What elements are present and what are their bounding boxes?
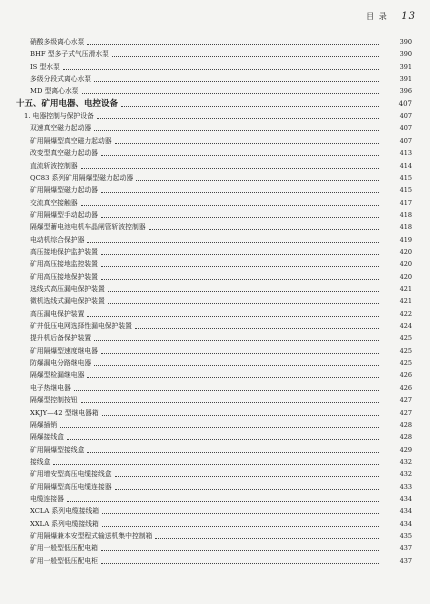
toc-entry-title: 矿用隔爆型高压电缆连接器 — [30, 482, 112, 491]
page-number: 13 — [401, 11, 416, 22]
toc-entry-page: 407 — [399, 124, 412, 133]
toc-entry-title: 双速真空磁力起动器 — [30, 124, 92, 133]
toc-entry-page: 425 — [399, 359, 412, 368]
dot-leader — [81, 205, 379, 206]
toc-entry — [0, 310, 430, 319]
toc-entry-page: 427 — [399, 396, 412, 405]
dot-leader — [74, 390, 379, 391]
toc-entry-title: 电子热继电器 — [30, 383, 71, 392]
dot-leader — [101, 192, 379, 193]
toc-entry-title: QC83 系列矿用隔爆型磁力起动器 — [30, 173, 134, 182]
header-label: 目 录 — [366, 12, 388, 21]
toc-entry — [0, 260, 430, 269]
toc-entry-title: 隔爆型蓄电池电机车晶闸管斩波控制器 — [30, 223, 146, 232]
toc-entry-title: 矿用一般型低压配电柜 — [30, 556, 98, 565]
toc-entry-page: 415 — [399, 186, 412, 195]
toc-entry-title: 矿用隔爆型磁力起动器 — [30, 186, 98, 195]
toc-entry-title: 隔爆型控制按钮 — [30, 396, 78, 405]
toc-entry-page: 420 — [399, 247, 412, 256]
dot-leader — [67, 439, 379, 440]
dot-leader — [101, 550, 379, 551]
toc-entry — [0, 297, 430, 306]
toc-entry — [0, 174, 430, 183]
dot-leader — [87, 452, 379, 453]
toc-entry — [0, 322, 430, 331]
toc-entry — [0, 75, 430, 84]
toc-entry-page: 414 — [399, 161, 412, 170]
toc-entry-page: 420 — [399, 260, 412, 269]
toc-entry — [0, 507, 430, 516]
toc-entry-title: 矿井低压电网选择性漏电保护装置 — [30, 322, 132, 331]
toc-entry-title: 矿用高压接地保护装置 — [30, 272, 98, 281]
dot-leader — [94, 130, 379, 131]
dot-leader — [53, 464, 379, 465]
dot-leader — [94, 365, 379, 366]
toc-entry — [0, 137, 430, 146]
toc-entry — [0, 199, 430, 208]
toc-entry — [0, 421, 430, 430]
toc-entry-title: 选线式高压漏电保护装置 — [30, 285, 105, 293]
dot-leader — [135, 328, 379, 329]
dot-leader — [101, 563, 379, 564]
toc-entry-page: 418 — [399, 210, 412, 219]
toc-entry-title: 矿用一般型低压配电箱 — [30, 544, 98, 553]
toc-entry — [0, 124, 430, 133]
toc-entry-title: IS 型水泵 — [30, 62, 60, 71]
toc-entry — [0, 223, 430, 232]
dot-leader — [102, 513, 379, 514]
dot-leader — [108, 303, 379, 304]
toc-entry — [0, 236, 430, 245]
toc-entry-title: 高压接地保护监护装置 — [30, 247, 98, 256]
toc-entry — [0, 396, 430, 405]
toc-entry — [0, 384, 430, 393]
dot-leader — [115, 489, 379, 490]
toc-entry-title: 隔爆接线盒 — [30, 433, 64, 442]
toc-entry-title: XCLA 系列电缆接线箱 — [30, 507, 100, 516]
toc-entry — [0, 334, 430, 343]
dot-leader — [87, 377, 379, 378]
toc-entry — [0, 532, 430, 541]
toc-entry — [0, 347, 430, 356]
toc-entry-title: 隔爆型检漏继电器 — [30, 371, 85, 380]
dot-leader — [81, 402, 379, 403]
toc-entry-title: 电缆连接器 — [30, 494, 64, 503]
dot-leader — [87, 242, 379, 243]
toc-entry — [0, 162, 430, 171]
toc-entry-title: 改变型真空磁力起动器 — [30, 149, 98, 158]
toc-entry-page: 421 — [399, 297, 412, 306]
toc-entry — [0, 470, 430, 479]
toc-entry — [0, 458, 430, 467]
toc-entry-page: 437 — [399, 544, 412, 553]
toc-entry-page: 419 — [399, 235, 412, 244]
dot-leader — [87, 316, 379, 317]
toc-entry-page: 420 — [399, 272, 412, 281]
toc-entry — [0, 100, 430, 109]
toc-entry-title: 矿用隔爆兼本安型程式输送机集中控制箱 — [30, 532, 153, 540]
dot-leader — [81, 168, 379, 169]
toc-entry-title: XKJY—42 型继电器箱 — [30, 408, 99, 417]
dot-leader — [115, 143, 379, 144]
toc-entry-page: 428 — [399, 420, 412, 429]
toc-entry-page: 390 — [399, 38, 412, 46]
dot-leader — [115, 476, 379, 477]
toc-entry — [0, 149, 430, 158]
toc-entry-page: 429 — [399, 445, 412, 454]
dot-leader — [102, 415, 379, 416]
toc-entry — [0, 446, 430, 455]
toc-entry-title: 微机选线式漏电保护装置 — [30, 297, 105, 306]
toc-entry-title: MD 型离心水泵 — [30, 87, 79, 96]
toc-entry-page: 433 — [399, 482, 412, 491]
dot-leader — [149, 229, 379, 230]
toc-entry — [0, 63, 430, 72]
dot-leader — [101, 254, 379, 255]
toc-entry — [0, 50, 430, 59]
toc-entry — [0, 371, 430, 380]
toc-entry-title: 1. 电器控制与保护设备 — [24, 112, 94, 121]
toc-entry — [0, 359, 430, 368]
toc-entry-page: 391 — [399, 62, 412, 71]
toc-entry-title: 十五、矿用电器、电控设备 — [16, 98, 119, 109]
toc-entry-title: 矿用隔爆型速度继电器 — [30, 346, 98, 355]
toc-entry-page: 421 — [399, 285, 412, 293]
dot-leader — [112, 56, 379, 57]
dot-leader — [82, 93, 379, 94]
dot-leader — [94, 81, 379, 82]
toc-entry-page: 434 — [399, 507, 412, 516]
toc-entry-title: 矿用增安型高压电缆接线盒 — [30, 470, 112, 479]
toc-entry-page: 417 — [399, 198, 412, 207]
toc-entry-page: 390 — [399, 50, 412, 59]
toc-entry-title: 矿用隔爆型手动起动器 — [30, 210, 98, 219]
dot-leader — [63, 69, 379, 70]
toc-entry-title: 防爆漏电分路继电器 — [30, 359, 92, 368]
dot-leader — [60, 427, 379, 428]
dot-leader — [136, 180, 379, 181]
toc-entry — [0, 520, 430, 529]
toc-entry-title: 电动机综合保护器 — [30, 235, 85, 244]
toc-entry-title: 矿用隔爆型真空磁力起动器 — [30, 136, 112, 145]
dot-leader — [155, 538, 379, 539]
dot-leader — [87, 44, 379, 45]
toc-entry — [0, 544, 430, 553]
toc-entry — [0, 87, 430, 96]
toc-entry-page: 407 — [399, 136, 412, 145]
toc-entry-page: 422 — [399, 309, 412, 318]
dot-leader — [101, 279, 379, 280]
toc-entry-title: XXLA 系列电缆接线箱 — [30, 519, 99, 528]
toc-entry-page: 424 — [399, 322, 412, 331]
toc-entry-title: 交流真空接触器 — [30, 198, 78, 207]
toc-entry-page: 428 — [399, 433, 412, 442]
toc-entry-page: 426 — [399, 383, 412, 392]
dot-leader — [94, 340, 379, 341]
dot-leader — [108, 291, 379, 292]
toc-entry-page: 415 — [399, 173, 412, 182]
toc-entry-title: 硝酸多级离心水泵 — [30, 38, 85, 46]
toc-entry — [0, 38, 430, 47]
dot-leader — [101, 217, 379, 218]
dot-leader — [101, 266, 379, 267]
toc-entry — [0, 285, 430, 294]
toc-entry-page: 432 — [399, 457, 412, 466]
toc-entry — [0, 495, 430, 504]
dot-leader — [101, 155, 379, 156]
toc-entry-title: 多级分段式离心水泵 — [30, 75, 92, 84]
toc-entry — [0, 483, 430, 492]
toc-entry-page: 435 — [399, 532, 412, 540]
toc-entry-page: 413 — [399, 149, 412, 158]
toc-entry-page: 425 — [399, 346, 412, 355]
toc-entry-page: 407 — [399, 112, 412, 121]
toc-entry-title: BHF 型多子式气压滑水泵 — [30, 50, 109, 59]
toc-entry-page: 425 — [399, 334, 412, 343]
toc-entry — [0, 273, 430, 282]
dot-leader — [97, 118, 379, 119]
toc-entry — [0, 248, 430, 257]
toc-entry — [0, 409, 430, 418]
toc-entry-page: 432 — [399, 470, 412, 479]
toc-entry-page: 407 — [398, 99, 412, 108]
toc-entry-page: 437 — [399, 556, 412, 565]
toc-entry — [0, 211, 430, 220]
toc-entry-title: 直流斩波控制器 — [30, 161, 78, 170]
dot-leader — [102, 526, 379, 527]
toc-entry-title: 高压漏电保护装置 — [30, 309, 85, 318]
toc-entry-title: 矿用高压接地监控装置 — [30, 260, 98, 269]
dot-leader — [121, 106, 379, 107]
dot-leader — [67, 501, 379, 502]
running-header — [366, 11, 416, 22]
toc-entry-title: 矿用隔爆型接线盒 — [30, 445, 85, 454]
toc-entry-page: 391 — [399, 75, 412, 84]
toc-entry-title: 隔爆插销 — [30, 420, 58, 429]
toc-entry — [0, 186, 430, 195]
toc-entry-page: 426 — [399, 371, 412, 380]
toc-entry-page: 427 — [399, 408, 412, 417]
toc-entry — [0, 557, 430, 566]
dot-leader — [101, 353, 379, 354]
toc-entry-page: 434 — [399, 494, 412, 503]
toc-entry — [0, 112, 430, 121]
toc-entry-title: 提升机后备保护装置 — [30, 334, 92, 343]
toc-entry — [0, 433, 430, 442]
toc-entry-title: 接线盒 — [30, 457, 51, 466]
toc-entry-page: 418 — [399, 223, 412, 232]
toc-entry-page: 396 — [399, 87, 412, 96]
toc-entry-page: 434 — [399, 519, 412, 528]
